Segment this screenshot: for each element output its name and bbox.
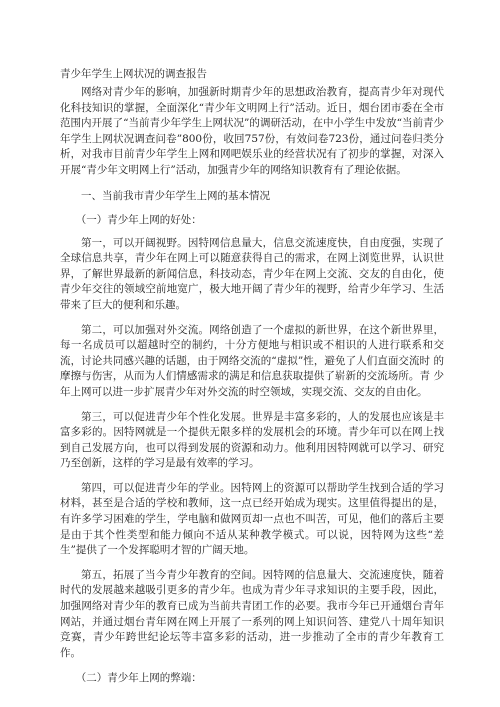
paragraph-point-2: 第二，可以加强对外交流。网络创造了一个虚拟的新世界，在这个新世界里，每一名成员可以超越时空的制约，十分方便地与相识或不相识的人进行联系和交 流，讨论共同感兴趣的话题，由于网络交流的“虚拟”性，避免了人们直面交流时 的摩擦与伤害，从而为人们情感需求的满足和信息获取提供了崭新的交流场所。青 少年上网可以进一步扩展青少年对外交流的时空领域，实现交流、交友的自由化。 (60, 323, 444, 398)
document-title: 青少年学生上网状况的调查报告 (60, 68, 207, 80)
section-heading-1: 一、当前我市青少年学生上网的基本情况 (81, 189, 270, 202)
subsection-heading-benefits: （一）青少年上网的好处： (75, 213, 202, 226)
subsection-heading-drawbacks: （二）青少年上网的弊端： (75, 672, 202, 685)
paragraph-point-1: 第一，可以开阔视野。因特网信息量大，信息交流速度快，自由度强，实现了全球信息共享，青少年在网上可以随意获得自己的需求，在网上浏览世界，认识世界，了解世界最新的新闻信息，科技动态，青少年在网上交流、交友的自由化，使青少年交往的领域空前地宽广，极大地开阔了青少年的视野，给青少年学习、生活带来了巨大的便利和乐趣。 (60, 236, 444, 311)
paragraph-point-4: 第四，可以促进青少年的学业。因特网上的资源可以帮助学生找到合适的学习材料，甚至是合适的学校和教师，这一点已经开始成为现实。这里值得提出的是，有许多学习困难的学生，学电脑和做网页却一点也不叫苦，可见，他们的落后主要是由于其个性类型和能力倾向不适从某种教学模式。可以说，因特网为这些“差 生”提供了一个发挥聪明才智的广阔天地。 (60, 481, 444, 557)
paragraph-point-3: 第三，可以促进青少年个性化发展。世界是丰富多彩的，人的发展也应该是丰富多彩的。因特网就是一个提供无限多样的发展机会的环境。青少年可以在网上找到自己发展方向，也可以得到发展的资源和动力。他利用因特网就可以学习、研究乃至创新，这样的学习是最有效率的学习。 (60, 410, 444, 470)
intro-paragraph: 网络对青少年的影响，加强新时期青少年的思想政治教育，提高青少年对现代化科技知识的掌握，全面深化“青少年文明网上行”活动。近日，烟台团市委在全市范围内开展了“当前青少年学生上网状况”的调研活动，在中小学生中发放“当前青少年学生上网状况调查问卷”800份，收回757份，有效问卷723份，通过问卷归类分析，对我市目前青少年学生上网和网吧娱乐业的经营状况有了初步的掌握，对深入开展“青少年文明网上行”活动，加强青少年的网络知识教育有了理论依据。 (60, 86, 444, 176)
paragraph-point-5: 第五，拓展了当今青少年教育的空间。因特网的信息量大、交流速度快，随着时代的发展越来越吸引更多的青少年。也成为青少年寻求知识的主要手段，因此，加强网络对青少年的教育已成为当前共青团工作的必要。我市今年已开通烟台青年网站，并通过烟台青年网在网上开展了一系列的网上知识问答、建党八十周年知识竞赛，青少年跨世纪论坛等丰富多彩的活动，进一步推动了全市的青少年教育工 作。 (60, 568, 444, 659)
